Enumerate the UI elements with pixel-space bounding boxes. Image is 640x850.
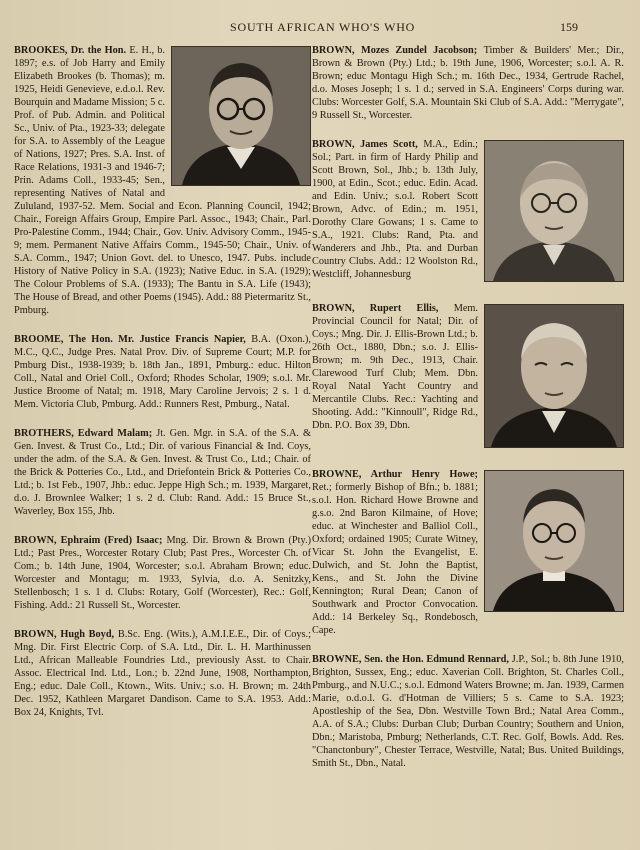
entry-name: BROWN, Ephraim (Fred) Isaac; <box>14 535 167 546</box>
entry-body: M.A., Edin.; Sol.; Part. in firm of Hardy Philip and Scott Brown, Sol., Jhb.; b. 13th July, 1900, at Edin., Scot.; educ. Edin. Acad. and Edin. Univ.; s.o.l. Robert Scott Brown, Advc. of Edin.; m. 1951, Dorothy Clare Gowans; 1 s. Came to S.A., 1921. Clubs: Rand, Pta. and Wanderers and Jhb., Pta. and Durban Country Clubs. Add.: 12 Woolston Rd., Westcliff, Johannesburg <box>312 139 478 280</box>
portrait-photo-brookes <box>171 46 311 186</box>
page-number: 159 <box>560 20 578 34</box>
entry-body: B.Sc. Eng. (Wits.), A.M.I.E.E., Dir. of Coys.; Mng. Dir. First Electric Corp. of S.A. Ltd., Dir. L. H. Marthinussen Ltd., African Malleable Foundries Ltd., previously Asst. to Chair. Assoc. Electrical Ind. Ltd., Lon.; b. 22nd June, 1908, Northampton, Eng.; educ. Dale Coll., Ktown., Wits. Univ.; s.o. H. Brown; m. 24th Dec. 1952, Kathleen Margaret Dandison. Came to S.A. 1953. Add.: Box 24, Knights, Tvl. <box>14 629 311 718</box>
portrait-photo-brown-james <box>484 140 624 282</box>
left-column <box>14 44 311 735</box>
entry-name: BROWNE, Arthur Henry Howe; <box>312 469 478 480</box>
entry-body: Timber & Builders' Mer.; Dir., Brown & Brown (Pty.) Ltd.; b. 19th June, 1906, Worcester; s.o.l. A. R. Brown; educ Montagu High Sch.; m. 16th Dec., 1934, Gertrude Rachel, d.o. Moses Joseph; 1 s. 1 d.; served in S.A. Engineers' Corps during war. Clubs: Worcester Golf, S.A. Mountain Ski Club of S.A. Add.: "Merrygate", 9 Russell St., Worcester. <box>312 45 625 121</box>
entry-name: BROOME, The Hon. Mr. Justice Francis Napier, <box>14 334 252 345</box>
portrait-photo-brown-rupert <box>484 304 624 448</box>
entry-brown-rupert <box>312 302 624 452</box>
entry-body: Ret.; formerly Bishop of Bfn.; b. 1881; s.o.l. Hon. Richard Howe Browne and g.s.o. 2nd Baron Kilmaine, of Hove; educ. at Winchester and Balliol Coll., Oxford; ordained 1905; Curate Witney, Vicar St. John the Evangelist, E. Dulwich, and St. John the Baptist, Kens., and St. John the Divine Kennington; Rural Dean; Canon of Southwark and Proctor Convocation. Add.: 14 Berkeley Sq., Rondebosch, Cape. <box>312 482 478 636</box>
entry-browne-arthur <box>312 468 624 637</box>
entry-body: E. H., b. 1897; e.s. of Job Harry and Emily Elizabeth Brookes (b. Thomas); m. 1925, Heidi Genevieve, e.d.o.l. Rev. Bourquin and Madame Mission; 5 c. Prof. of Pub. Admin. and Political Sc., Univ. of Pta., 1923-33; delegate for S.A. to Assembly of the League of Nations, 1927; Pres. S.A. Inst. of Race Relations, 1931-3 and 1946-7; Prin. Adams Coll., 1933-45; Sen., representing Natives of Natal and Zululand, 1937-52. Mem. Social and Econ. Planning Council, 1942; Chair., Foreign Affairs Group, Empire Parl. Assoc., 1943; Chair., Parl. Pro-Palestine Comm., 1944; Chair., Gov. Univ. Advisory Comm., 1945-9; mem. Permanent Native Affairs Comm., 1945-50; Chair., Univ. of S.A. Comm., 1947; Union Govt. del. to Unesco, 1947. Pubs. include History of Native Policy in S.A. (1923); Native Educ. in S.A. (1929); The Colour Problems of S.A. (1933); The Bantu in S.A. Life (1943); The House of Bread, and other Poems (1945). Add.: 88 Pietermaritz St., Pmburg. <box>14 45 311 316</box>
running-title: SOUTH AFRICAN WHO'S WHO <box>230 20 416 34</box>
entry-brown-ephraim <box>14 534 311 612</box>
entry-brown-mozes <box>312 44 624 122</box>
portrait-photo-browne-arthur <box>484 470 624 612</box>
entry-body: J.P., Sol.; b. 8th June 1910, Brighton, Sussex, Eng.; educ. Xaverian Coll. Brighton, St. Charles Coll., Pmburg., and N.U.C.; s.o.l. Edmond Waters Browne; m. Jan. 1939, Carmen Marie, o.d.o.l. G. d'Hotman de Villiers; 5 s. Came to S.A. 1923; Apostleship of the Sea, Dbn. Westville Town Brd.; Natal Area Comm., A.A. of S.A.; Clubs: Durban Club; Durban Country; Southern and Union, Dbn.; Maristoba, Pmburg; Netherlands, C.T. Rec. Golf, Bowls. Add. Res. "Chanctonbury", Chester Terrace, Westville, Natal; Bus. United Buildings, Smith St., Dbn., Natal. <box>312 654 625 769</box>
right-column <box>312 44 624 786</box>
entry-body: Mem. Provincial Council for Natal; Dir. of Coys.; Mng. Dir. J. Ellis-Brown Ltd.; b. 26th Oct., 1880, Dbn.; s.o. J. Ellis-Brown; m. 9th Dec., 1913, Chair. Clarewood Turf Club; Mem. Dbn. Royal Natal Yacht Country and Mercantile Clubs. Rec.: Yachting and Shooting. Add.: "Kinnoull", Ridge Rd., Dbn. P.O. Box 39, Dbn. <box>312 303 478 431</box>
entry-name: BROWN, Mozes Zundel Jacobson; <box>312 45 484 56</box>
entry-name: BROWNE, Sen. the Hon. Edmund Rennard, <box>312 654 512 665</box>
entry-body: B.A. (Oxon.), M.C., Q.C., Judge Pres. Natal Prov. Div. of Supreme Court; M.P. for Pmburg Dist., 1938-1939; b. 18th Jan., 1891, Pmburg.: educ. Hilton Coll., Natal and Oriel Coll., Oxford; Rhodes Scholar, 1909; s.o.l. Mr. Justice Broome of Natal; m. 1918, Mary Caroline Jervois; 2 s. 1 d. Mem. Victoria Club, Pmburg. Add.: Runners Rest, Pmburg., Natal. <box>14 334 311 410</box>
entry-brothers <box>14 427 311 518</box>
entry-brown-james <box>312 138 624 286</box>
entry-brookes <box>14 44 311 317</box>
entry-body: Mng. Dir. Brown & Brown (Pty.) Ltd.; Past Pres., Worcester Rotary Club; Past Pres., Worcester Ch. of Com.; b. 14th June, 1904, Worcester; s.o.l. Abraham Brown; educ. Worcester and Montagu; m. 1933, Sylvia, d.o. A. Senitzky, Stellenbosch; 1 s. 1 d. Clubs: Rotary, Golf (Worcester), Rec.: Golf, Fishing. Add.: 21 Russell St., Worcester. <box>14 535 311 611</box>
entry-body: Jt. Gen. Mgr. in S.A. of the S.A. & Gen. Invest. & Trust Co., Ltd.; Dir. of various Financial & Ind. Coys, under the adm. of the S.A. & Gen. Invest. & Trust Co., Ltd.; Chair. of the Brick & Potteries Co., Ltd., and Driefontein Brick & Potteries Co., Ltd.; b. 1st Feb., 1907, Jhb.: educ. Jeppe High Sch.; m. 1939, Margaret, d.o. J. Brownlee Walker; 1 s. 2 d. Club: Rand. Add.: 15 Bruce St., Waverley, Box 155, Jhb. <box>14 428 311 517</box>
entry-brown-hugh <box>14 628 311 719</box>
entry-name: BROWN, James Scott, <box>312 139 424 150</box>
entry-name: BROWN, Hugh Boyd, <box>14 629 118 640</box>
entry-broome <box>14 333 311 411</box>
entry-name: BROWN, Rupert Ellis, <box>312 303 454 314</box>
entry-name: BROTHERS, Edward Malam; <box>14 428 157 439</box>
entry-name: BROOKES, Dr. the Hon. <box>14 45 130 56</box>
entry-browne-edmund <box>312 653 624 770</box>
